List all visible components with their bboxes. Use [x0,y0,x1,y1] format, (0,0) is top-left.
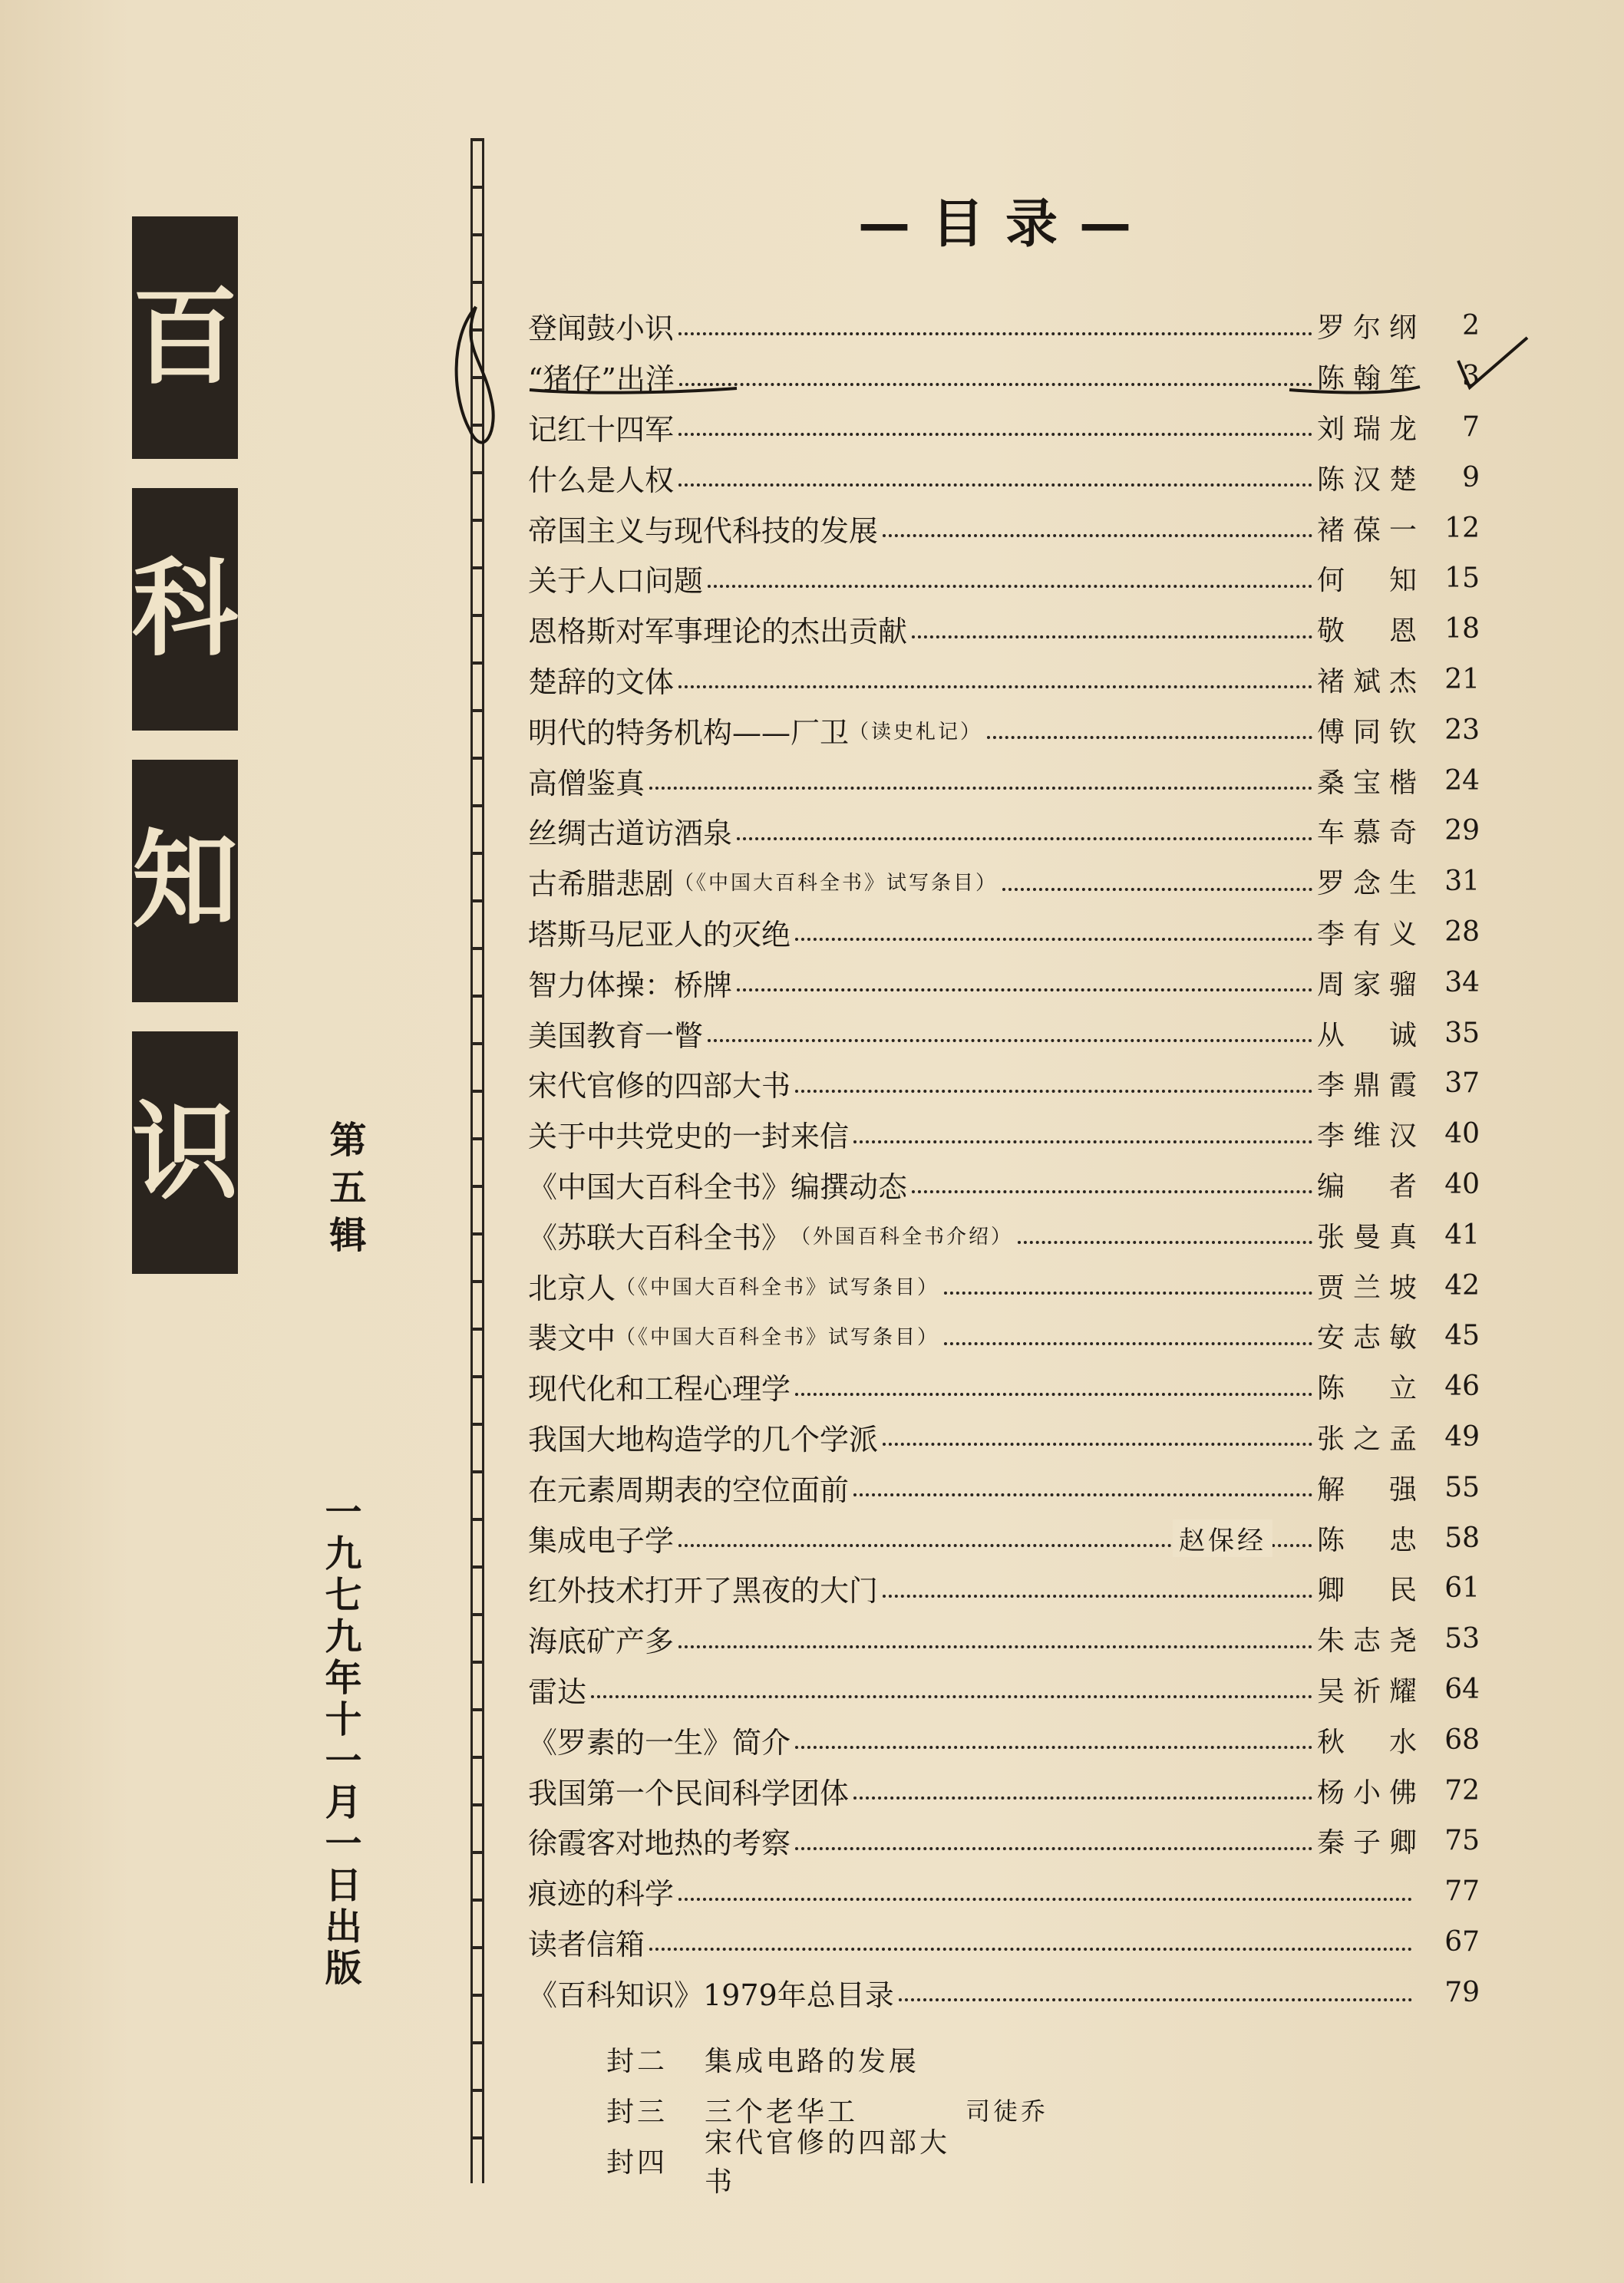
toc-entry-title: 《苏联大百科全书》 [528,1220,791,1255]
toc-entry-title: 北京人 [528,1271,616,1305]
dot-leader [795,938,1312,941]
toc-entry-author: 秋 水 [1317,1726,1417,1758]
toc-entry-page: 41 [1444,1219,1480,1251]
dot-leader [912,1190,1312,1193]
toc-entry-author: 桑宝楷 [1317,767,1417,799]
toc-entry [528,1361,1480,1412]
toc-entry [528,1209,1480,1260]
toc-entry-author: 罗尔纲 [1317,312,1417,345]
masthead-char: 识 [132,1031,238,1274]
dot-leader [678,685,1312,688]
toc-entry [528,1311,1480,1361]
toc-entry-page: 31 [1444,866,1480,898]
toc-entry-author: 张曼真 [1317,1221,1417,1253]
cover-author: 司徒乔 [965,2097,1049,2126]
toc-entry [528,1058,1480,1109]
toc-entry-page: 24 [1444,764,1480,797]
toc-entry-subtitle: （《中国大百科全书》试写条目） [616,1326,940,1350]
toc-entry-page: 9 [1462,461,1480,493]
toc-entry-page: 61 [1444,1572,1480,1605]
toc-entry-author: 车慕奇 [1317,817,1417,850]
dot-leader [883,1443,1312,1446]
toc-entry-author: 陈 立 [1317,1373,1417,1405]
toc-entry-subtitle: （外国百科全书介绍） [791,1225,1014,1249]
toc-entry [528,755,1480,806]
dot-leader [649,787,1312,790]
toc-entry [528,1109,1480,1160]
toc-entry-title: 恩格斯对军事理论的杰出贡献 [528,615,908,649]
toc-entry-page: 15 [1444,563,1480,595]
toc-entry-author: 张之孟 [1317,1423,1417,1455]
toc-entry-page: 28 [1444,916,1480,948]
toc-entry-page: 40 [1444,1168,1480,1200]
toc-entry-title: 海底矿产多 [528,1625,675,1659]
toc-entry-author: 罗念生 [1317,868,1417,900]
toc-entry-page: 68 [1444,1724,1480,1756]
toc-entry-author: 杨小佛 [1317,1777,1417,1809]
toc-entry-title: 《罗素的一生》简介 [528,1725,791,1760]
dot-leader [1018,1241,1312,1244]
toc-entry-title: 关于中共党史的一封来信 [528,1120,850,1154]
toc-entry [528,907,1480,958]
dot-leader [678,433,1312,436]
masthead-char: 科 [132,488,238,731]
toc-entry-author: 秦子卿 [1317,1827,1417,1859]
cover-entry [606,2034,1048,2084]
toc-entry-page: 3 [1462,361,1480,393]
magazine-masthead [132,216,238,1303]
toc-entry-page: 40 [1444,1118,1480,1150]
dot-leader [883,1595,1312,1598]
toc-entry-page: 37 [1444,1067,1480,1100]
toc-entry-page: 75 [1444,1825,1480,1857]
toc-entry-title: 徐霞客对地热的考察 [528,1826,791,1861]
toc-entry-title: 美国教育一瞥 [528,1018,704,1053]
toc-entry-title: 我国大地构造学的几个学派 [528,1422,879,1457]
dot-leader [899,1998,1412,2001]
column-divider [470,138,484,2183]
toc-entry-author: 编 者 [1317,1170,1417,1203]
cover-title: 集成电路的发展 [705,2045,920,2077]
masthead-char: 知 [132,760,238,1002]
toc-entry-author: 贾兰坡 [1317,1272,1417,1304]
dot-leader [795,1746,1312,1749]
dot-leader [853,1796,1312,1800]
toc-entry-author: 褚葆一 [1317,514,1417,546]
toc-entry [528,1160,1480,1210]
toc-entry-author: 朱志尧 [1317,1625,1417,1658]
toc-entry [528,1664,1480,1715]
toc-entry-title: 我国第一个民间科学团体 [528,1776,850,1810]
toc-entry-author: 解 强 [1317,1473,1417,1506]
toc-entry-page: 49 [1444,1420,1480,1453]
toc-entry-title: “猪仔”出洋 [528,362,675,397]
toc-entry-title: 古希腊悲剧 [528,867,675,902]
toc-entry-author: 傅同钦 [1317,716,1417,748]
toc-entry-page: 53 [1444,1623,1480,1655]
toc-entry-author: 安志敏 [1317,1322,1417,1354]
toc-entry-title: 《百科知识》1979年总目录 [528,1978,894,2012]
toc-entry [528,704,1480,755]
toc-entry-page: 46 [1444,1371,1480,1403]
toc-entry-author: 陈 忠 [1317,1524,1417,1556]
cover-title: 宋代官修的四部大书 [705,2127,951,2198]
dot-leader [649,1948,1412,1951]
toc-entry-title: 智力体操：桥牌 [528,968,733,1002]
toc-entry-page: 12 [1444,512,1480,544]
toc-entry-page: 64 [1444,1673,1480,1705]
toc-entry-title: 楚辞的文体 [528,665,675,699]
toc-entry-page: 34 [1444,966,1480,998]
toc-entry-title: 塔斯马尼亚人的灭绝 [528,917,791,952]
toc-entry [528,1614,1480,1664]
toc-entry [528,856,1480,907]
toc-entry [528,1462,1480,1513]
toc-entry-title: 什么是人权 [528,463,675,497]
dot-leader [678,332,1312,335]
dot-leader [883,534,1312,537]
toc-entry-author: 何 知 [1317,565,1417,597]
toc-entry [528,503,1480,553]
cover-position: 封三 [606,2096,668,2128]
toc-entry-author: 李有义 [1317,918,1417,950]
dot-leader [708,1039,1312,1042]
toc-entry-title: 雷达 [528,1674,587,1709]
dot-leader [678,1898,1412,1901]
toc-entry [528,957,1480,1008]
toc-entry [528,655,1480,705]
toc-entry-author: 敬 恩 [1317,615,1417,648]
toc-entry-page: 23 [1444,714,1480,746]
toc-entry-author: 刘瑞龙 [1317,413,1417,445]
toc-entry-title: 登闻鼓小识 [528,312,675,346]
dot-leader [795,1090,1312,1093]
dot-leader [737,837,1312,840]
dot-leader [795,1393,1312,1396]
toc-entry-subtitle: （《中国大百科全书》试写条目） [674,872,998,896]
toc-entry-title: 红外技术打开了黑夜的大门 [528,1574,879,1608]
toc-entry-title: 帝国主义与现代科技的发展 [528,513,879,548]
toc-entry-title: 丝绸古道访酒泉 [528,817,733,851]
dot-leader [912,635,1312,638]
cover-list [606,2034,1049,2198]
dot-leader [679,383,1312,386]
toc-entry-title: 记红十四军 [528,412,675,447]
toc-entry-author: 周家骝 [1317,968,1417,1001]
toc-entry-title: 裴文中 [528,1321,616,1356]
toc-entry-page: 2 [1462,310,1480,342]
toc-entry [528,1917,1480,1968]
toc-entry-page: 7 [1462,411,1480,443]
cover-position: 封二 [606,2045,668,2077]
dot-leader [678,1645,1312,1648]
dot-leader [853,1493,1312,1496]
toc-entry [528,1816,1480,1866]
toc-entry-author: 陈翰笙 [1317,363,1417,395]
toc-entry-page: 79 [1444,1976,1480,2008]
table-of-contents [528,301,1480,2017]
toc-entry-coauthor: 赵保经 [1173,1519,1272,1557]
toc-entry [528,402,1480,453]
toc-entry-author: 卿 民 [1317,1575,1417,1607]
publication-date: 一九七九年十一月一日出版 [319,1493,361,1990]
toc-entry [528,1714,1480,1765]
toc-entry [528,1866,1480,1917]
dot-leader [944,1292,1312,1295]
toc-entry-page: 67 [1444,1925,1480,1958]
toc-entry [528,1260,1480,1311]
dot-leader [737,988,1312,991]
dot-leader [708,585,1312,588]
edition-label: 第五辑 [323,1120,366,1263]
toc-entry-page: 55 [1444,1471,1480,1503]
cover-position: 封四 [606,2146,668,2179]
cover-entry [606,2127,1048,2198]
toc-entry-page: 35 [1444,1017,1480,1049]
dot-leader [678,483,1312,487]
toc-entry-title: 读者信箱 [528,1927,645,1961]
toc-entry-title: 《中国大百科全书》编撰动态 [528,1170,908,1204]
toc-entry [528,301,1480,351]
toc-entry-page: 77 [1444,1876,1480,1908]
toc-entry [528,452,1480,503]
toc-entry-author: 从 诚 [1317,1019,1417,1051]
toc-entry-page: 21 [1444,663,1480,695]
dot-leader [591,1695,1312,1698]
toc-entry [528,1765,1480,1816]
dot-leader [944,1342,1312,1345]
toc-entry-author: 褚斌杰 [1317,665,1417,698]
toc-entry [528,1412,1480,1463]
toc-entry-title: 集成电子学 [528,1523,675,1558]
toc-entry-page: 29 [1444,815,1480,847]
toc-entry-author: 陈汉楚 [1317,464,1417,496]
toc-entry-title: 现代化和工程心理学 [528,1372,791,1407]
toc-entry-title: 在元素周期表的空位面前 [528,1473,850,1507]
toc-entry [528,1008,1480,1058]
toc-entry [528,604,1480,655]
masthead-char: 百 [132,216,238,459]
toc-entry [528,806,1480,856]
toc-entry-subtitle: （读史札记） [849,720,983,744]
toc-entry [528,1513,1480,1563]
toc-entry-title: 宋代官修的四部大书 [528,1069,791,1104]
toc-entry-title: 明代的特务机构——厂卫 [528,715,850,750]
toc-entry-page: 18 [1444,613,1480,645]
toc-entry-title: 痕迹的科学 [528,1877,675,1912]
toc-entry [528,351,1480,402]
dot-leader [795,1847,1312,1850]
dot-leader [987,736,1312,739]
toc-heading: —目录— [857,194,1153,255]
toc-entry-subtitle: （《中国大百科全书》试写条目） [616,1275,940,1299]
dot-leader [853,1140,1312,1143]
toc-entry-page: 42 [1444,1269,1480,1302]
toc-entry-author: 吴祈耀 [1317,1675,1417,1707]
toc-entry-title: 关于人口问题 [528,564,704,599]
toc-entry [528,1967,1480,2017]
toc-entry-page: 45 [1444,1320,1480,1352]
toc-entry-title: 高僧鉴真 [528,766,645,800]
toc-entry-page: 58 [1444,1522,1480,1554]
toc-entry [528,1563,1480,1614]
cover-title: 三个老华工 [705,2096,859,2128]
toc-entry [528,553,1480,604]
dot-leader [1002,888,1312,891]
toc-entry-author: 李鼎霞 [1317,1070,1417,1102]
toc-entry-author: 李维汉 [1317,1120,1417,1153]
toc-entry-page: 72 [1444,1774,1480,1806]
